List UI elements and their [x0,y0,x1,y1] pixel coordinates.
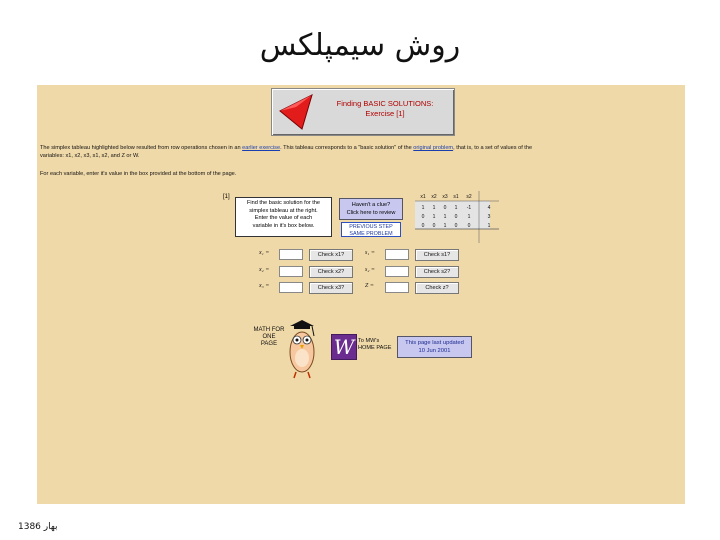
tableau-cell: 0 [454,223,458,229]
tableau-cell: 1 [443,223,447,229]
intro-text-b: . This tableau corresponds to a "basic solution" of the [280,145,414,151]
intro-paragraph [40,144,532,152]
check-x1-button[interactable]: Check x1? [309,249,353,261]
tableau-header: s1 [453,194,459,200]
exercise-number: [1] [223,194,230,200]
tableau-cell: 1 [432,214,436,220]
s1-label: s₁ = [365,250,375,256]
banner-line2: Exercise [1] [365,109,405,118]
tableau-header: s2 [466,194,472,200]
red-triangle-icon [278,93,314,131]
s2-label: s₂ = [365,267,375,273]
tableau-header: x2 [431,194,437,200]
earlier-exercise-link[interactable]: earlier exercise [242,145,281,151]
slide-footer: بهار 1386 [18,522,58,532]
mw-home-line2: HOME PAGE [358,345,392,351]
previous-step-button[interactable] [341,222,401,237]
clue-line2: Click here to review [346,209,396,216]
math-home-line: PAGE [260,341,278,347]
banner-line1: Finding BASIC SOLUTIONS: [336,99,434,108]
check-z-button[interactable]: Check z? [415,282,459,294]
s1-input[interactable] [385,249,409,260]
x1-label: x₁ = [259,250,270,256]
clue-line1: Haven't a clue? [351,202,391,208]
x3-label: x₃ = [259,283,270,289]
exercise-banner [271,88,455,136]
tableau-cell: 1 [467,214,471,220]
tableau-header: x3 [442,194,448,200]
browser-page [37,85,685,504]
banner-title [320,99,450,119]
mw-home-link[interactable] [358,338,391,352]
tableau-cell: 1 [487,223,491,229]
s2-input[interactable] [385,266,409,277]
intro-text-c: , that is, to a set of values of the [453,145,533,151]
instruction-line: Enter the value of each [254,215,313,221]
tableau-cell: 0 [443,205,447,211]
tableau-cell: 0 [421,223,425,229]
mw-home-line1: To MW's [358,338,380,344]
tableau-cell: 1 [421,205,425,211]
tableau-cell: 0 [454,214,458,220]
instruction-line: simplex tableau at the right. [249,207,318,214]
simplex-tableau [415,191,499,243]
check-x2-button[interactable]: Check x2? [309,266,353,278]
math-home-link[interactable] [249,327,289,348]
last-updated-box [397,336,472,358]
x2-input[interactable] [279,266,303,277]
tableau-cell: 1 [443,214,447,220]
x2-label: x₂ = [259,267,270,273]
instruction-line: variable in it's box below. [252,222,315,229]
check-s2-button[interactable]: Check s2? [415,266,459,278]
tableau-header: x1 [420,194,426,200]
check-x3-button[interactable]: Check x3? [309,282,353,294]
intro-instruction: For each variable, enter it's value in the box provided at the bottom of the page. [40,171,237,177]
w-logo-icon[interactable]: W [331,334,357,360]
tableau-cell: 3 [487,214,491,220]
check-s1-button[interactable]: Check s1? [415,249,459,261]
z-label: Z = [365,283,374,289]
math-home-line: ONE [262,334,276,340]
slide-title: روش سیمپلکس [259,28,461,63]
tableau-cell: 1 [454,205,458,211]
tableau-cell: 4 [487,205,491,211]
updated-line2: 10 Jun 2001 [418,348,451,354]
tableau-cell: -1 [466,205,472,211]
intro-text-a: The simplex tableau highlighted below resulted from row operations chosen in an [40,145,243,151]
z-input[interactable] [385,282,409,293]
math-home-line: MATH FOR [253,327,285,333]
original-problem-link[interactable]: original problem [413,145,454,151]
tableau-cell: 0 [467,223,471,229]
tableau-cell: 0 [432,223,436,229]
x3-input[interactable] [279,282,303,293]
tableau-cell: 0 [421,214,425,220]
x1-input[interactable] [279,249,303,260]
prev-line1: PREVIOUS STEP [349,224,393,230]
instructions-box [235,197,332,237]
updated-line1: This page last updated [405,340,464,346]
tableau-cell: 1 [432,205,436,211]
instruction-line: Find the basic solution for the [246,200,321,206]
owl-mascot-icon[interactable] [284,318,320,380]
clue-review-button[interactable] [339,198,403,220]
intro-variables-line: variables: x1, x2, x3, s1, s2, and Z or W. [40,153,140,159]
prev-line2: SAME PROBLEM [349,230,393,237]
